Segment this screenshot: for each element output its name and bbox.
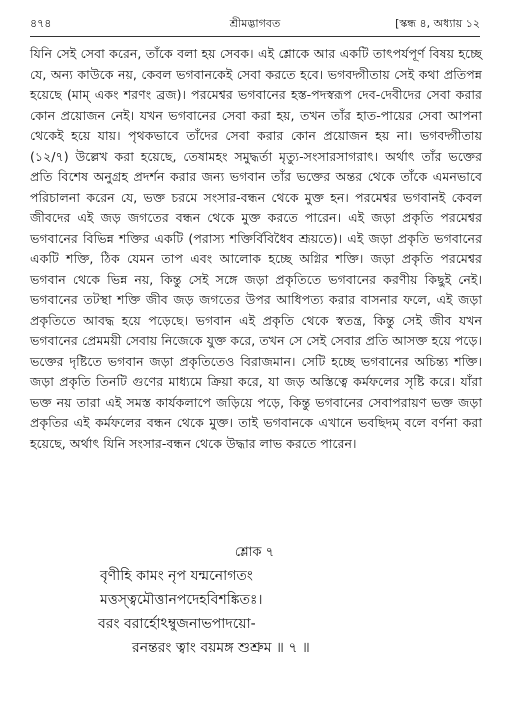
verse-heading: শ্লোক ৭ [234, 545, 275, 560]
section-label: [স্কন্ধ ৪, অধ্যায় ১২ [395, 17, 480, 30]
verse-block [60, 564, 480, 660]
book-title: শ্রীমদ্ভাগবত [229, 17, 281, 30]
verse-line: রনন্তরং ত্বাং বয়মঙ্গ শুশ্রুম ॥ ৭ ॥ [132, 640, 310, 656]
verse-line: মত্তস্ত্বমৌত্তানপদেহবিশঙ্কিতঃ। [100, 592, 263, 608]
verse-line: বরং বরার্হোঽম্বুজনাভপাদয়ো- [98, 616, 256, 632]
purport-paragraph: যিনি সেই সেবা করেন, তাঁকে বলা হয় সেবক। এই শ্লোকে আর একটি তাৎপর্যপূর্ণ বিষয় হচ্ছে যে, অন্য কাউকে নয়, কেবল ভগবানকেই সেবা করতে হবে। ভগবদ্গীতায় সেই কথা প্রতিপন্ন হয়েছে (মাম্ একং শরণং ব্রজ)। পরমেশ্বর ভগবানের হস্ত-পদস্বরূপ দেব-দেবীদের সেবা করার কোন প্রয়োজন নেই। যখন ভগবানের সেবা করা হয়, তখন তাঁর হাত-পায়ের সেবা আপনা থেকেই হয়ে যায়। পৃথকভাবে তাঁদের সেবা করার কোন প্রয়োজন হয় না। ভগবদ্গীতায় (১২/৭) উল্লেখ করা হয়েছে, তেষামহং সমুদ্ধর্তা মৃত্যু-সংসারসাগরাৎ। অর্থাৎ তাঁর ভক্তের প্রতি বিশেষ অনুগ্রহ প্রদর্শন করার জন্য ভগবান তাঁর ভক্তের অন্তর থেকে তাঁকে এমনভাবে পরিচালনা করেন যে, ভক্ত চরমে সংসার-বন্ধন থেকে মুক্ত হন। পরমেশ্বর ভগবানই কেবল জীবদের এই জড় জগতের বন্ধন থেকে মুক্ত করতে পারেন। এই জড়া প্রকৃতি পরমেশ্বর ভগবানের বিভিন্ন শক্তির একটি (পরাস্য শক্তির্বিবিধৈব শ্রূয়তে)। এই জড়া প্রকৃতি ভগবানের একটি শক্তি, ঠিক যেমন তাপ এবং আলোক হচ্ছে অগ্নির শক্তি। জড়া প্রকৃতি পরমেশ্বর ভগবান থেকে ভিন্ন নয়, কিন্তু সেই সঙ্গে জড়া প্রকৃতিতে ভগবানের করণীয় কিছুই নেই। ভগবানের তটস্থা শক্তি জীব জড় জগতের উপর আধিপত্য করার বাসনার ফলে, এই জড়া প্রকৃতিতে আবদ্ধ হয়ে পড়েছে। ভগবান এই প্রকৃতি থেকে স্বতন্ত্র, কিন্তু সেই জীব যখন ভগবানের প্রেমময়ী সেবায় নিজেকে যুক্ত করে, তখন সে সেই সেবার প্রতি আসক্ত হয়ে পড়ে। ভক্তের দৃষ্টিতে ভগবান জড়া প্রকৃতিতেও বিরাজমান। সেটি হচ্ছে ভগবানের অচিন্ত্য শক্তি। জড়া প্রকৃতি তিনটি গুণের মাধ্যমে ক্রিয়া করে, যা জড় অস্তিত্বে কর্মফলের সৃষ্টি করে। যাঁরা ভক্ত নয় তারা এই সমস্ত কার্যকলাপে জড়িয়ে পড়ে, কিন্তু ভগবানের সেবাপরায়ণ ভক্ত জড়া প্রকৃতির এই কর্মফলের বন্ধন থেকে মুক্ত। তাই ভগবানকে এখানে ভবছিদম্ বলে বর্ণনা করা হয়েছে, অর্থাৎ যিনি সংসার-বন্ধন থেকে উদ্ধার লাভ করতে পারেন। [30, 46, 482, 451]
page-number: ৪৭৪ [30, 17, 52, 30]
purport-text [30, 44, 482, 454]
header-divider [30, 36, 480, 37]
page-header [30, 12, 480, 32]
verse-line: বৃণীহি কামং নৃপ যন্মনোগতং [100, 568, 253, 584]
